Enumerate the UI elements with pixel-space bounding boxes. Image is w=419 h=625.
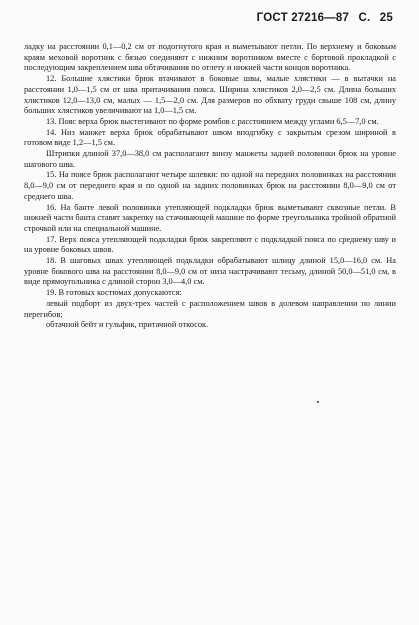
print-speck (317, 401, 319, 403)
paragraph-19: 19. В готовых костюмах допускаются: (46, 288, 182, 298)
paragraph-17: 17. Верх пояса утепляющей подкладки брюк закрепляют с подкладкой пояса по среднему шву и на уровне боковых швов. (24, 234, 396, 255)
paragraph-16: 16. На банте левой половинки утепляющей подкладки брюк выметывают сквозные петли. В нижней части банта ставят закрепку на стачивающей машине по форме треугольника тройной обратной строчкой или на специальной машине. (24, 202, 396, 233)
list-item-facing: левый подборт из двух-трех частей с расположением швов в долевом направлении по линии перегибов; (24, 298, 396, 319)
list-item-fly: обтачной бейт и гульфик, притачной откосок. (46, 320, 209, 330)
paragraph-continuation: ладку на расстоянии 0,1—0,2 см от подогнутого края и выметывают петли. По верхнему и боковым краям меховой воротник с бязью соединяют с нижним воротником вместе с бортовой прокладкой с последующим закреплением шва обтачивания по отлету и нижней части концов воротника. (24, 42, 396, 73)
paragraph-15: 15. На поясе брюк располагают четыре шлевки: по одной на передних половинках на расстоянии 8,0—9,0 см от переднего края и по одной на задних половинках брюк на расстоянии 8,0—9,0 см от среднего шва. (24, 170, 396, 201)
document-body (24, 42, 396, 331)
paragraph-13: 13. Пояс верха брюк выстегивают по форме ромбов с расстоянием между углами 6,5—7,0 см. (46, 116, 379, 126)
paragraph-14-straps: Штрипки длиной 37,0—38,0 см располагают внизу манжеты задней половинки брюк на уровне шагового шва. (24, 149, 396, 169)
paragraph-18: 18. В шаговых швах утепляющей подкладки обрабатывают шлицу длиной 15,0—16,0 см. На уровне бокового шва на расстоянии 8,0—9,0 см от низа настрачивают тесьму, длиной 50,0—51,0 см, в виде прямоугольника с длиной сторон 3,0—4,0 см. (24, 256, 396, 287)
page-number: 25 (379, 12, 393, 24)
page-header (251, 12, 393, 24)
paragraph-14: 14. Низ манжет верха брюк обрабатывают швом вподгибку с закрытым срезом шириной в готовом виде 1,2—1,5 см. (24, 127, 396, 148)
standard-number: ГОСТ 27216—87 (256, 12, 350, 24)
paragraph-12: 12. Большие хлястики брюк втачивают в боковые швы, малые хлястики — в вытачки на расстоянии 1,0—1,5 см от шва притачивания пояса. Ширина хлястиков 2,0—2,5 см. Длина больших хлястиков 12,0—13,0 см, малых — 1,5—2,0 см. Для размеров по обхвату груди свыше 108 см, длину больших хлястиков увеличивают на 1,0—1,5 см. (24, 74, 396, 116)
page-label: С. (358, 12, 371, 24)
